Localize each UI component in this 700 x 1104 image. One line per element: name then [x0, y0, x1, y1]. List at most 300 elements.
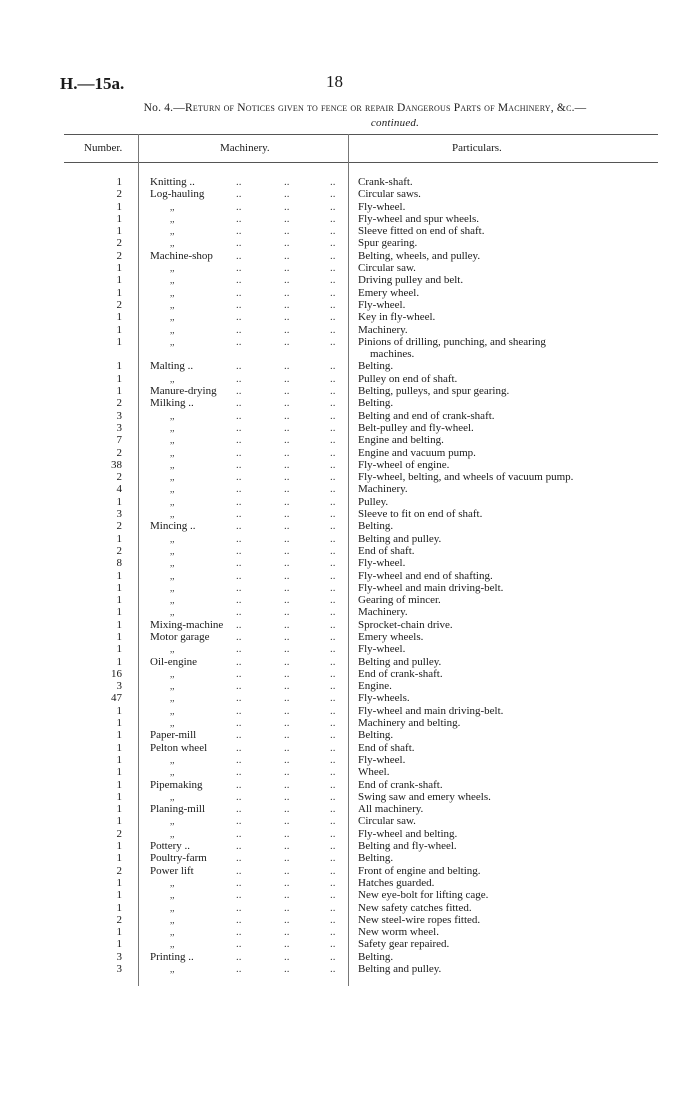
particulars-text: Emery wheels. — [358, 630, 424, 643]
ditto-mark: ,, — [170, 472, 175, 483]
table-row: 16 ,, .. .. .. End of crank-shaft. — [0, 668, 700, 680]
row-number: 2 — [116, 249, 122, 262]
row-number: 1 — [116, 606, 122, 619]
table-row: 2 ,, .. .. .. Fly-wheel, belting, and wheels of vacuum pump. — [0, 471, 700, 483]
table-row: 2 ,, .. .. .. End of shaft. — [0, 545, 700, 557]
row-number: 1 — [116, 643, 122, 656]
row-particulars — [358, 225, 598, 237]
row-particulars — [358, 533, 598, 545]
ditto-mark: ,, — [170, 890, 175, 901]
row-number: 8 — [116, 557, 122, 570]
row-number: 2 — [116, 471, 122, 484]
ditto-mark: ,, — [170, 263, 175, 274]
row-number: 1 — [116, 618, 122, 631]
row-number: 1 — [116, 212, 122, 225]
row-particulars — [358, 668, 598, 680]
row-number: 1 — [116, 372, 122, 385]
table-row: 3 ,, .. .. .. Belting and end of crank-shaft. — [0, 410, 700, 422]
table-row: 1 ,, .. .. .. Wheel. — [0, 766, 700, 778]
table-row: 1 ,, .. .. .. Fly-wheel and main driving-belt. — [0, 705, 700, 717]
table-row: 1 ,, .. .. .. Fly-wheel and end of shafting. — [0, 570, 700, 582]
particulars-text: New steel-wire ropes fitted. — [358, 913, 481, 926]
ditto-mark: ,, — [170, 201, 175, 212]
table-title-continued: continued. — [370, 117, 420, 129]
row-particulars — [358, 717, 598, 729]
table-row: 1 Paper-mill .. .. .. Belting. — [0, 729, 700, 741]
ditto-mark: ,, — [170, 754, 175, 765]
row-machinery: Knitting .. — [150, 176, 195, 188]
row-number: 1 — [116, 741, 122, 754]
row-particulars — [358, 311, 598, 323]
table-row: 2 ,, .. .. .. Engine and vacuum pump. — [0, 447, 700, 459]
table-row: 1 ,, .. .. .. Fly-wheel. — [0, 754, 700, 766]
row-number: 3 — [116, 680, 122, 693]
row-particulars — [358, 754, 598, 766]
row-number: 1 — [116, 286, 122, 299]
row-particulars — [358, 902, 598, 914]
particulars-text: Fly-wheel. — [358, 643, 406, 656]
table-row: 1 Oil-engine .. .. .. Belting and pulley. — [0, 656, 700, 668]
ditto-mark: ,, — [170, 336, 175, 347]
ditto-mark: ,, — [170, 644, 175, 655]
row-number: 1 — [116, 729, 122, 742]
row-particulars — [358, 963, 598, 975]
row-number: 1 — [116, 901, 122, 914]
row-number: 1 — [116, 790, 122, 803]
row-machinery: Paper-mill — [150, 729, 197, 742]
row-machinery: Pelton wheel — [150, 741, 208, 754]
row-number: 1 — [116, 335, 122, 348]
row-machinery: Oil-engine — [150, 655, 198, 668]
ditto-mark: ,, — [170, 607, 175, 618]
row-number: 3 — [116, 421, 122, 434]
row-number: 1 — [116, 655, 122, 668]
particulars-text: Fly-wheel of engine. — [358, 458, 450, 471]
row-particulars — [358, 557, 598, 569]
row-number: 1 — [116, 225, 122, 238]
particulars-text: Belting. — [358, 852, 394, 865]
row-number: 1 — [116, 876, 122, 889]
row-machinery: Poultry-farm — [150, 852, 207, 865]
row-number: 1 — [116, 852, 122, 865]
row-number: 38 — [111, 458, 122, 471]
row-machinery: Log-hauling — [150, 188, 205, 201]
row-number: 1 — [116, 594, 122, 607]
row-number: 4 — [116, 483, 122, 496]
ditto-mark: ,, — [170, 509, 175, 520]
ditto-mark: ,, — [170, 877, 175, 888]
ditto-mark: ,, — [170, 373, 175, 384]
table-row: 3 ,, .. .. .. Belt-pulley and fly-wheel. — [0, 422, 700, 434]
ditto-mark: ,, — [170, 964, 175, 974]
particulars-text: Belting and fly-wheel. — [358, 840, 457, 853]
row-number: 1 — [116, 753, 122, 766]
particulars-text: Fly-wheel. — [358, 200, 406, 213]
row-particulars — [358, 692, 598, 704]
row-number: 1 — [116, 385, 122, 398]
row-particulars — [358, 447, 598, 459]
row-number: 2 — [116, 520, 122, 533]
table-row: 1 Malting .. .. .. .. Belting. — [0, 360, 700, 372]
particulars-text: Belting. — [358, 520, 394, 533]
row-number: 2 — [116, 237, 122, 250]
table-row: 3 ,, .. .. .. Belting and pulley. — [0, 963, 700, 975]
particulars-text: Engine and vacuum pump. — [358, 446, 476, 459]
particulars-text: Engine and belting. — [358, 434, 444, 447]
row-number: 2 — [116, 397, 122, 410]
table-row: 47 ,, .. .. .. Fly-wheels. — [0, 692, 700, 704]
table-title-main: Return of Notices given to fence or repair Dangerous Parts of Machinery, &c.— — [184, 102, 587, 114]
table-row: 1 Mixing-machine .. .. .. Sprocket-chain drive. — [0, 619, 700, 631]
table-row: 1 ,, .. .. .. Gearing of mincer. — [0, 594, 700, 606]
particulars-text: Fly-wheel. — [358, 753, 406, 766]
row-particulars — [358, 705, 598, 717]
row-machinery: Power lift — [150, 864, 194, 877]
table-row: 8 ,, .. .. .. Fly-wheel. — [0, 557, 700, 569]
ditto-mark: ,, — [170, 410, 175, 421]
particulars-text: Gearing of mincer. — [358, 594, 441, 607]
table-row: 1 ,, .. .. .. Pulley on end of shaft. — [0, 373, 700, 385]
row-particulars — [358, 815, 598, 827]
table-title — [70, 101, 660, 131]
row-particulars — [358, 938, 598, 950]
row-machinery: Pipemaking — [150, 778, 203, 791]
table-row: 1 ,, .. .. .. Swing saw and emery wheels. — [0, 791, 700, 803]
particulars-text: Fly-wheel and spur wheels. — [358, 212, 479, 225]
row-particulars — [358, 385, 598, 397]
row-particulars — [358, 852, 598, 864]
particulars-text: New safety catches fitted. — [358, 901, 472, 914]
ditto-mark: ,, — [170, 558, 175, 569]
ditto-mark: ,, — [170, 914, 175, 925]
ditto-mark: ,, — [170, 681, 175, 692]
table-row: 2 Power lift .. .. .. Front of engine and belting. — [0, 865, 700, 877]
column-header-number: Number. — [84, 142, 123, 154]
ditto-mark: ,, — [170, 902, 175, 913]
particulars-text: Belting, pulleys, and spur gearing. — [358, 385, 510, 398]
row-particulars — [358, 643, 598, 655]
row-particulars — [358, 606, 598, 618]
row-particulars — [358, 520, 598, 532]
row-number: 3 — [116, 950, 122, 963]
particulars-text: Circular saws. — [358, 188, 421, 201]
particulars-text: Pulley on end of shaft. — [358, 372, 458, 385]
particulars-text: Fly-wheels. — [358, 692, 410, 705]
ditto-mark: ,, — [170, 939, 175, 950]
table-row: 2 Log-hauling .. .. .. Circular saws. — [0, 188, 700, 200]
row-particulars — [358, 201, 598, 213]
row-particulars — [358, 213, 598, 225]
particulars-text: Belting, wheels, and pulley. — [358, 249, 481, 262]
table-row: 1 ,, .. .. .. Fly-wheel. — [0, 643, 700, 655]
table-row: 3 ,, .. .. .. Sleeve to fit on end of shaft. — [0, 508, 700, 520]
particulars-text: End of crank-shaft. — [358, 667, 443, 680]
ditto-mark: ,, — [170, 791, 175, 802]
row-particulars — [358, 188, 598, 200]
row-number: 1 — [116, 889, 122, 902]
table-row: 38 ,, .. .. .. Fly-wheel of engine. — [0, 459, 700, 471]
ditto-mark: ,, — [170, 816, 175, 827]
column-header-machinery: Machinery. — [220, 142, 270, 154]
ditto-mark: ,, — [170, 435, 175, 446]
header-under-rule — [64, 162, 658, 163]
particulars-text: New worm wheel. — [358, 926, 439, 939]
particulars-text: Emery wheel. — [358, 286, 420, 299]
row-number: 3 — [116, 409, 122, 422]
row-particulars — [358, 324, 598, 336]
row-number: 2 — [116, 827, 122, 840]
row-number: 1 — [116, 926, 122, 939]
table-row: 2 ,, .. .. .. Fly-wheel. — [0, 299, 700, 311]
row-number: 2 — [116, 913, 122, 926]
row-machinery: Milking .. — [150, 397, 194, 410]
row-number: 1 — [116, 200, 122, 213]
ditto-mark: ,, — [170, 459, 175, 470]
column-header-particulars: Particulars. — [452, 142, 502, 154]
row-number: 1 — [116, 938, 122, 951]
particulars-text: Pulley. — [358, 495, 389, 508]
row-particulars — [358, 508, 598, 520]
table-row: 2 ,, .. .. .. Spur gearing. — [0, 237, 700, 249]
ditto-mark: ,, — [170, 275, 175, 286]
table-top-rule — [64, 134, 658, 135]
particulars-text: Hatches guarded. — [358, 876, 435, 889]
ditto-mark: ,, — [170, 582, 175, 593]
row-particulars — [358, 914, 598, 926]
table-row: 1 Manure-drying .. .. .. Belting, pulleys, and spur gearing. — [0, 385, 700, 397]
table-row: 1 ,, .. .. .. Fly-wheel and spur wheels. — [0, 213, 700, 225]
row-machinery: Planing-mill — [150, 803, 205, 816]
row-number: 1 — [116, 815, 122, 828]
row-number: 47 — [111, 692, 122, 705]
ditto-mark: ,, — [170, 545, 175, 556]
row-number: 3 — [116, 508, 122, 521]
row-particulars — [358, 471, 598, 483]
ditto-mark: ,, — [170, 828, 175, 839]
particulars-text: Sleeve fitted on end of shaft. — [358, 225, 485, 238]
table-row: 1 ,, .. .. .. Circular saw. — [0, 815, 700, 827]
table-row: 1 ,, .. .. .. Machinery. — [0, 324, 700, 336]
table-row: 1 Knitting .. .. .. .. Crank-shaft. — [0, 176, 700, 188]
table-row: 1 Motor garage .. .. .. Emery wheels. — [0, 631, 700, 643]
table-row: 4 ,, .. .. .. Machinery. — [0, 483, 700, 495]
row-particulars — [358, 299, 598, 311]
page-number: 18 — [326, 72, 343, 91]
particulars-text: Fly-wheel and belting. — [358, 827, 458, 840]
row-number: 1 — [116, 176, 122, 188]
row-particulars — [358, 729, 598, 741]
particulars-text: Fly-wheel. — [358, 557, 406, 570]
particulars-text: Machinery and belting. — [358, 717, 461, 730]
particulars-text: Driving pulley and belt. — [358, 274, 464, 287]
particulars-text: Circular saw. — [358, 262, 416, 275]
page-header — [60, 74, 660, 98]
particulars-text: Sleeve to fit on end of shaft. — [358, 508, 483, 521]
particulars-text: Belting and pulley. — [358, 963, 442, 975]
row-number: 1 — [116, 778, 122, 791]
particulars-text: End of crank-shaft. — [358, 778, 443, 791]
ditto-mark: ,, — [170, 299, 175, 310]
table-row: 1 ,, .. .. .. Driving pulley and belt. — [0, 274, 700, 286]
particulars-text: Fly-wheel and end of shafting. — [358, 569, 493, 582]
particulars-text: Crank-shaft. — [358, 176, 413, 188]
particulars-text: Machinery. — [358, 483, 408, 496]
particulars-text: All machinery. — [358, 803, 424, 816]
row-number: 1 — [116, 704, 122, 717]
particulars-text: Spur gearing. — [358, 237, 418, 250]
particulars-continuation: machines. — [370, 348, 415, 361]
ditto-mark: ,, — [170, 767, 175, 778]
ditto-mark: ,, — [170, 213, 175, 224]
ditto-mark: ,, — [170, 226, 175, 237]
ditto-mark: ,, — [170, 595, 175, 606]
table-row: 2 Machine-shop .. .. .. Belting, wheels, and pulley. — [0, 250, 700, 262]
row-particulars — [358, 483, 598, 495]
table-row: 7 ,, .. .. .. Engine and belting. — [0, 434, 700, 446]
row-particulars — [358, 889, 598, 901]
particulars-text: Safety gear repaired. — [358, 938, 450, 951]
table-row: 1 Planing-mill .. .. .. All machinery. — [0, 803, 700, 815]
row-particulars — [358, 274, 598, 286]
row-particulars — [358, 459, 598, 471]
row-number: 2 — [116, 864, 122, 877]
row-number: 2 — [116, 298, 122, 311]
table-row: 1 ,, .. .. .. Circular saw. — [0, 262, 700, 274]
table-row: 1 ,, .. .. .. New safety catches fitted. — [0, 902, 700, 914]
table-row: 1 Poultry-farm .. .. .. Belting. — [0, 852, 700, 864]
row-particulars — [358, 828, 598, 840]
row-number: 1 — [116, 569, 122, 582]
particulars-text: Circular saw. — [358, 815, 416, 828]
row-particulars — [358, 250, 598, 262]
particulars-text: Belting. — [358, 729, 394, 742]
ditto-mark: ,, — [170, 484, 175, 495]
ditto-mark: ,, — [170, 287, 175, 298]
table-row: 1 ,, .. .. .. Pinions of drilling, punching, and shearing machines. — [0, 336, 700, 361]
row-number: 1 — [116, 717, 122, 730]
row-number: 1 — [116, 495, 122, 508]
row-particulars — [358, 545, 598, 557]
row-particulars — [358, 680, 598, 692]
particulars-text: End of shaft. — [358, 544, 415, 557]
table-row: 3 Printing .. .. .. .. Belting. — [0, 951, 700, 963]
table-row: 1 ,, .. .. .. Fly-wheel. — [0, 201, 700, 213]
particulars-text: Belting. — [358, 360, 394, 373]
table-title-prefix: No. 4.— — [143, 102, 185, 114]
particulars-text: Belting and pulley. — [358, 532, 442, 545]
row-machinery: Manure-drying — [150, 385, 217, 398]
ditto-mark: ,, — [170, 718, 175, 729]
document-id: H.—15a. — [60, 74, 125, 93]
row-number: 1 — [116, 311, 122, 324]
table-row: 1 ,, .. .. .. Hatches guarded. — [0, 877, 700, 889]
table-body — [0, 176, 700, 975]
row-particulars — [358, 582, 598, 594]
row-machinery: Pottery .. — [150, 840, 191, 853]
table-row: 1 ,, .. .. .. Emery wheel. — [0, 287, 700, 299]
row-number: 2 — [116, 188, 122, 201]
table-row: 1 ,, .. .. .. Pulley. — [0, 496, 700, 508]
particulars-text: Fly-wheel. — [358, 298, 406, 311]
ditto-mark: ,, — [170, 705, 175, 716]
particulars-text: New eye-bolt for lifting cage. — [358, 889, 489, 902]
row-particulars — [358, 631, 598, 643]
table-row: 3 ,, .. .. .. Engine. — [0, 680, 700, 692]
row-particulars — [358, 791, 598, 803]
row-particulars — [358, 742, 598, 754]
ditto-mark: ,, — [170, 447, 175, 458]
row-particulars — [358, 803, 598, 815]
row-number: 1 — [116, 630, 122, 643]
row-particulars — [358, 237, 598, 249]
particulars-text: Fly-wheel, belting, and wheels of vacuum pump. — [358, 471, 574, 484]
row-particulars — [358, 176, 598, 188]
particulars-text: End of shaft. — [358, 741, 415, 754]
particulars-text: Fly-wheel and main driving-belt. — [358, 581, 504, 594]
row-machinery: Machine-shop — [150, 249, 213, 262]
row-number: 1 — [116, 803, 122, 816]
table-row: 2 Mincing .. .. .. .. Belting. — [0, 520, 700, 532]
particulars-text: Wheel. — [358, 766, 390, 779]
table-row: 1 Pottery .. .. .. .. Belting and fly-wheel. — [0, 840, 700, 852]
row-machinery: Mixing-machine — [150, 618, 224, 631]
row-particulars — [358, 926, 598, 938]
row-particulars — [358, 373, 598, 385]
row-number: 1 — [116, 274, 122, 287]
row-number: 16 — [111, 667, 122, 680]
ditto-mark: ,, — [170, 693, 175, 704]
particulars-text: Belting and end of crank-shaft. — [358, 409, 495, 422]
row-number: 1 — [116, 766, 122, 779]
row-particulars — [358, 865, 598, 877]
row-number: 2 — [116, 446, 122, 459]
row-particulars — [358, 287, 598, 299]
row-particulars — [358, 496, 598, 508]
ditto-mark: ,, — [170, 324, 175, 335]
row-particulars — [358, 570, 598, 582]
row-particulars — [358, 262, 598, 274]
row-number: 1 — [116, 262, 122, 275]
particulars-text: Fly-wheel and main driving-belt. — [358, 704, 504, 717]
row-particulars — [358, 397, 598, 409]
row-particulars — [358, 619, 598, 631]
row-machinery: Motor garage — [150, 630, 210, 643]
row-particulars — [358, 656, 598, 668]
particulars-text: Sprocket-chain drive. — [358, 618, 453, 631]
ditto-mark: ,, — [170, 668, 175, 679]
particulars-text: Belting and pulley. — [358, 655, 442, 668]
row-particulars — [358, 434, 598, 446]
ditto-mark: ,, — [170, 422, 175, 433]
particulars-text: Swing saw and emery wheels. — [358, 790, 491, 803]
row-number: 7 — [116, 434, 122, 447]
row-particulars — [358, 951, 598, 963]
row-number: 1 — [116, 360, 122, 373]
particulars-text: Engine. — [358, 680, 392, 693]
row-number: 2 — [116, 544, 122, 557]
row-machinery: Malting .. — [150, 360, 194, 373]
row-particulars — [358, 422, 598, 434]
particulars-text: Belting. — [358, 397, 394, 410]
ditto-mark: ,, — [170, 496, 175, 507]
particulars-text: Front of engine and belting. — [358, 864, 481, 877]
row-number: 1 — [116, 581, 122, 594]
row-particulars — [358, 766, 598, 778]
table-row: 1 ,, .. .. .. Safety gear repaired. — [0, 938, 700, 950]
table-row: 1 ,, .. .. .. New worm wheel. — [0, 926, 700, 938]
table-row: 1 ,, .. .. .. Machinery and belting. — [0, 717, 700, 729]
ditto-mark: ,, — [170, 570, 175, 581]
